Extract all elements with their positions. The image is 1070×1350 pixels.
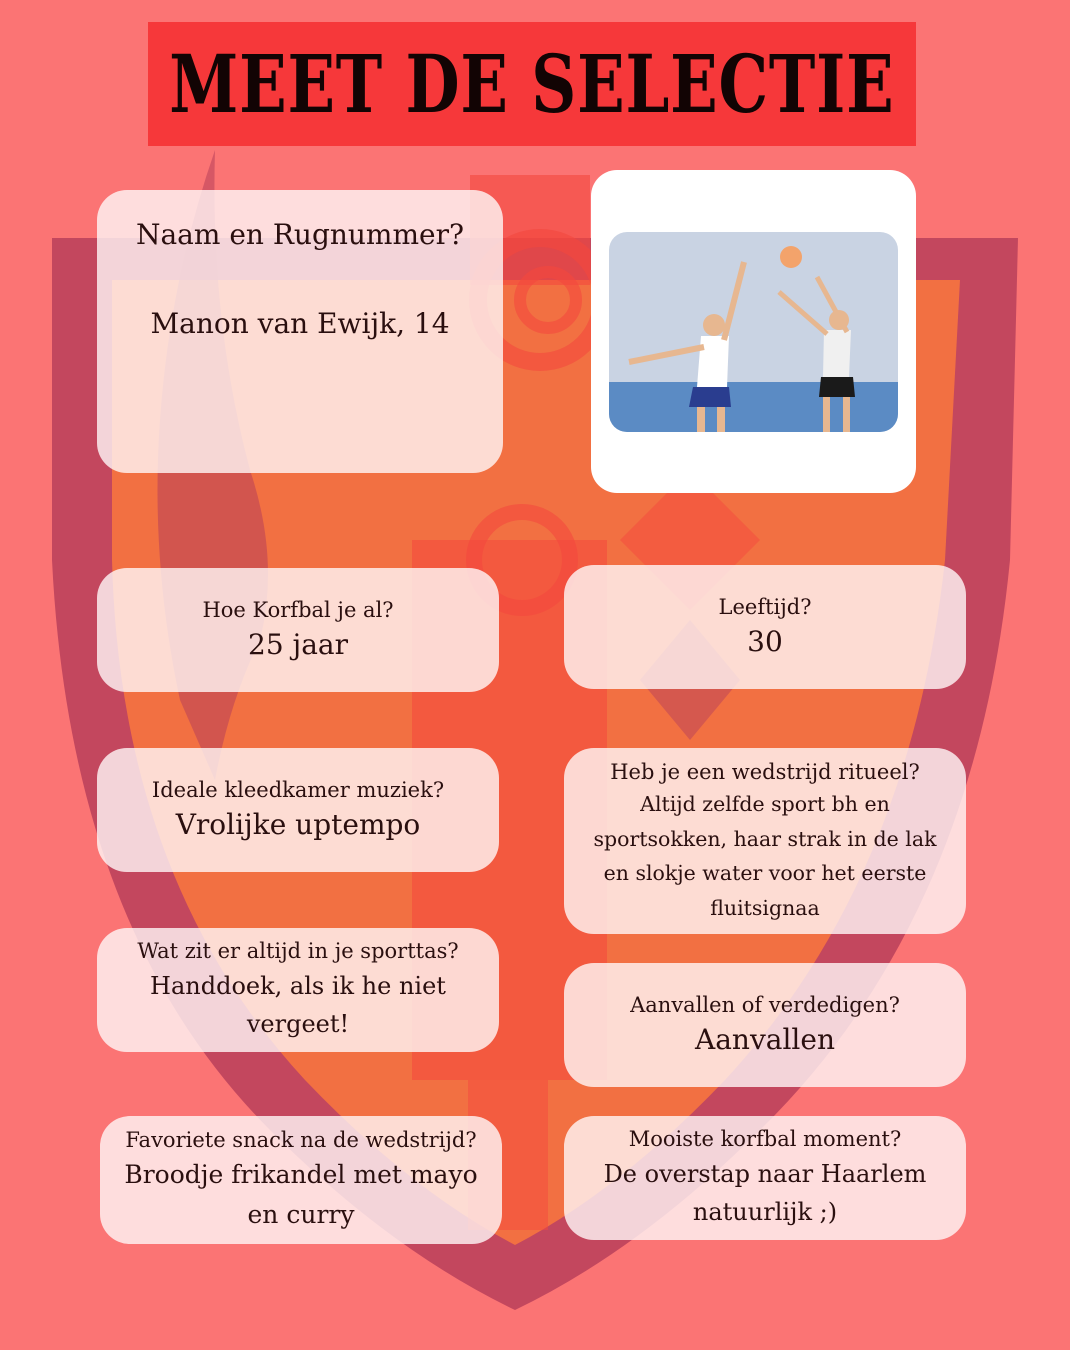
page-title: MEET DE SELECTIE bbox=[169, 37, 895, 131]
title-banner bbox=[148, 22, 916, 146]
name-answer: Manon van Ewijk, 14 bbox=[150, 307, 450, 340]
snack-question: Favoriete snack na de wedstrijd? bbox=[125, 1127, 477, 1152]
music-card bbox=[97, 748, 499, 872]
ritual-question: Heb je een wedstrijd ritueel? bbox=[610, 759, 920, 784]
sportbag-question: Wat zit er altijd in je sporttas? bbox=[137, 939, 459, 964]
ritual-answer-line: en slokje water voor het eerste bbox=[603, 861, 927, 886]
name-question: Naam en Rugnummer? bbox=[135, 218, 464, 251]
sportbag-answer-line: vergeet! bbox=[246, 1010, 350, 1039]
snack-answer-line: Broodje frikandel met mayo bbox=[124, 1160, 478, 1190]
snack-card bbox=[100, 1116, 502, 1244]
korfbal-duration-card bbox=[97, 568, 499, 692]
attack-defend-question: Aanvallen of verdedigen? bbox=[630, 992, 900, 1017]
sportbag-card bbox=[97, 928, 499, 1052]
name-number-card bbox=[97, 190, 503, 473]
ritual-answer-line: fluitsignaa bbox=[710, 895, 820, 920]
attack-defend-answer: Aanvallen bbox=[695, 1023, 835, 1057]
ritual-card bbox=[564, 748, 966, 934]
attack-defend-card bbox=[564, 963, 966, 1087]
korfbal-duration-answer: 25 jaar bbox=[248, 628, 348, 662]
best-moment-question: Mooiste korfbal moment? bbox=[628, 1127, 902, 1152]
age-question: Leeftijd? bbox=[718, 594, 812, 619]
best-moment-answer-line: De overstap naar Haarlem bbox=[603, 1159, 927, 1188]
music-answer: Vrolijke uptempo bbox=[175, 808, 421, 842]
ritual-answer-line: sportsokken, haar strak in de lak bbox=[593, 826, 937, 851]
age-answer: 30 bbox=[747, 625, 783, 659]
korfbal-duration-question: Hoe Korfbal je al? bbox=[202, 597, 394, 622]
best-moment-answer-line: natuurlijk ;) bbox=[692, 1198, 838, 1227]
age-card bbox=[564, 565, 966, 689]
ritual-answer-line: Altijd zelfde sport bh en bbox=[640, 792, 890, 817]
music-question: Ideale kleedkamer muziek? bbox=[151, 777, 445, 802]
snack-answer-line: en curry bbox=[247, 1200, 355, 1230]
sportbag-answer-line: Handdoek, als ik he niet bbox=[150, 971, 446, 1000]
korfball-players-photo-icon bbox=[609, 232, 898, 432]
best-moment-card bbox=[564, 1116, 966, 1240]
